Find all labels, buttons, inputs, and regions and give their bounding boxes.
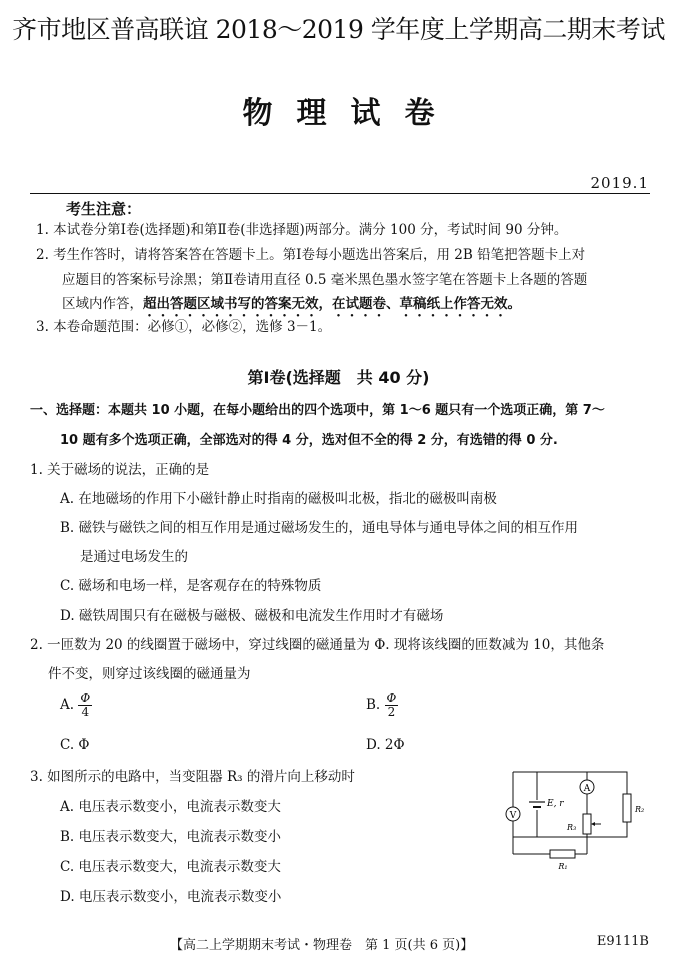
- notice-item-1: 1. 本试卷分第Ⅰ卷(选择题)和第Ⅱ卷(非选择题)两部分。满分 100 分，考试时间 90 分钟。: [36, 222, 568, 238]
- circuit-diagram: [495, 762, 655, 874]
- notice-emphasis: 超出答题区域书写的答案无效，在试题卷、草稿纸上作答无效。: [143, 296, 521, 312]
- source-label: E, r: [547, 799, 564, 809]
- subject-title: 物理试卷: [242, 96, 459, 131]
- notice-item-2-line-2: 应题目的答案标号涂黑；第Ⅱ卷请用直径 0.5 毫米黑色墨水签字笔在答题卡上各题的答题: [62, 272, 588, 288]
- fraction-denominator: 2: [387, 705, 396, 719]
- section-1-desc-line-1: 一、选择题：本题共 10 小题，在每小题给出的四个选项中，第 1～6 题只有一个选项正确，第 7～: [30, 403, 605, 418]
- notice-item-2-line-3: [62, 295, 521, 320]
- q1-option-b-line-2: 是通过电场发生的: [80, 549, 188, 565]
- section-1-title: 第Ⅰ卷(选择题 共 40 分): [247, 368, 430, 387]
- exam-title: 齐市地区普高联谊 2018～2019 学年度上学期高二期末考试: [12, 15, 665, 44]
- q3-stem: 3. 如图所示的电路中，当变阻器 R₃ 的滑片向上移动时: [30, 769, 355, 785]
- r3-label: R₃: [567, 823, 577, 832]
- r2-label: R₂: [635, 805, 645, 814]
- q1-option-d: D. 磁铁周围只有在磁极与磁极、磁极和电流发生作用时才有磁场: [60, 608, 444, 624]
- notice-item-2-line-1: 2. 考生作答时，请将答案答在答题卡上。第Ⅰ卷每小题选出答案后，用 2B 铅笔把答题卡上对: [36, 247, 586, 263]
- voltmeter-label: V: [509, 811, 517, 821]
- paper-code: E9111B: [596, 934, 649, 949]
- resistor-r2-icon: [623, 794, 631, 822]
- q3-option-a: A. 电压表示数变小，电流表示数变大: [60, 799, 281, 815]
- q1-option-b-line-1: B. 磁铁与磁铁之间的相互作用是通过磁场发生的，通电导体与通电导体之间的相互作用: [60, 520, 579, 536]
- fraction-numerator: Φ: [386, 691, 397, 705]
- q3-option-b: B. 电压表示数变大，电流表示数变小: [60, 829, 282, 845]
- q3-option-d: D. 电压表示数变小，电流表示数变小: [60, 889, 282, 905]
- section-1-desc-line-2: 10 题有多个选项正确，全部选对的得 4 分，选对但不全的得 2 分，有选错的得 0 分.: [60, 433, 558, 448]
- q2-option-d: D. 2Φ: [366, 737, 405, 753]
- q2-option-a-fraction: [78, 692, 92, 719]
- header-divider: [30, 193, 650, 194]
- notice-heading: 考生注意：: [66, 200, 142, 218]
- fraction-denominator: 4: [81, 705, 90, 719]
- q2-option-a: [60, 692, 92, 719]
- q2-stem-line-2: 件不变，则穿过该线圈的磁通量为: [48, 666, 251, 682]
- rheostat-r3-icon: [583, 814, 591, 834]
- q1-option-c: C. 磁场和电场一样，是客观存在的特殊物质: [60, 578, 322, 594]
- q2-option-b-fraction: [385, 692, 399, 719]
- fraction-numerator: Φ: [80, 691, 91, 705]
- q2-option-b: [366, 692, 398, 719]
- notice-item-2-line-3-prefix: 区域内作答，: [62, 296, 143, 312]
- q3-option-c: C. 电压表示数变大，电流表示数变大: [60, 859, 281, 875]
- notice-item-3: 3. 本卷命题范围：必修①，必修②，选修 3－1。: [36, 319, 332, 335]
- q1-option-a: A. 在地磁场的作用下小磁针静止时指南的磁极叫北极，指北的磁极叫南极: [60, 491, 497, 507]
- q2-option-a-label: A.: [60, 697, 75, 713]
- q2-option-c: C. Φ: [60, 737, 90, 753]
- q1-stem: 1. 关于磁场的说法，正确的是: [30, 462, 210, 478]
- circuit-battery: [529, 800, 545, 810]
- page-footer: 【高二上学期期末考试・物理卷 第 1 页(共 6 页)】: [170, 938, 474, 953]
- ammeter-label: A: [583, 784, 591, 794]
- r1-label: R₁: [558, 862, 568, 871]
- slider-arrow-icon: [591, 822, 595, 826]
- resistor-r1-icon: [550, 850, 575, 858]
- q2-option-b-label: B.: [366, 697, 381, 713]
- exam-date: 2019.1: [590, 174, 649, 192]
- q2-stem-line-1: 2. 一匝数为 20 的线圈置于磁场中，穿过线圈的磁通量为 Φ. 现将该线圈的匝数减为 10，其他条: [30, 637, 605, 653]
